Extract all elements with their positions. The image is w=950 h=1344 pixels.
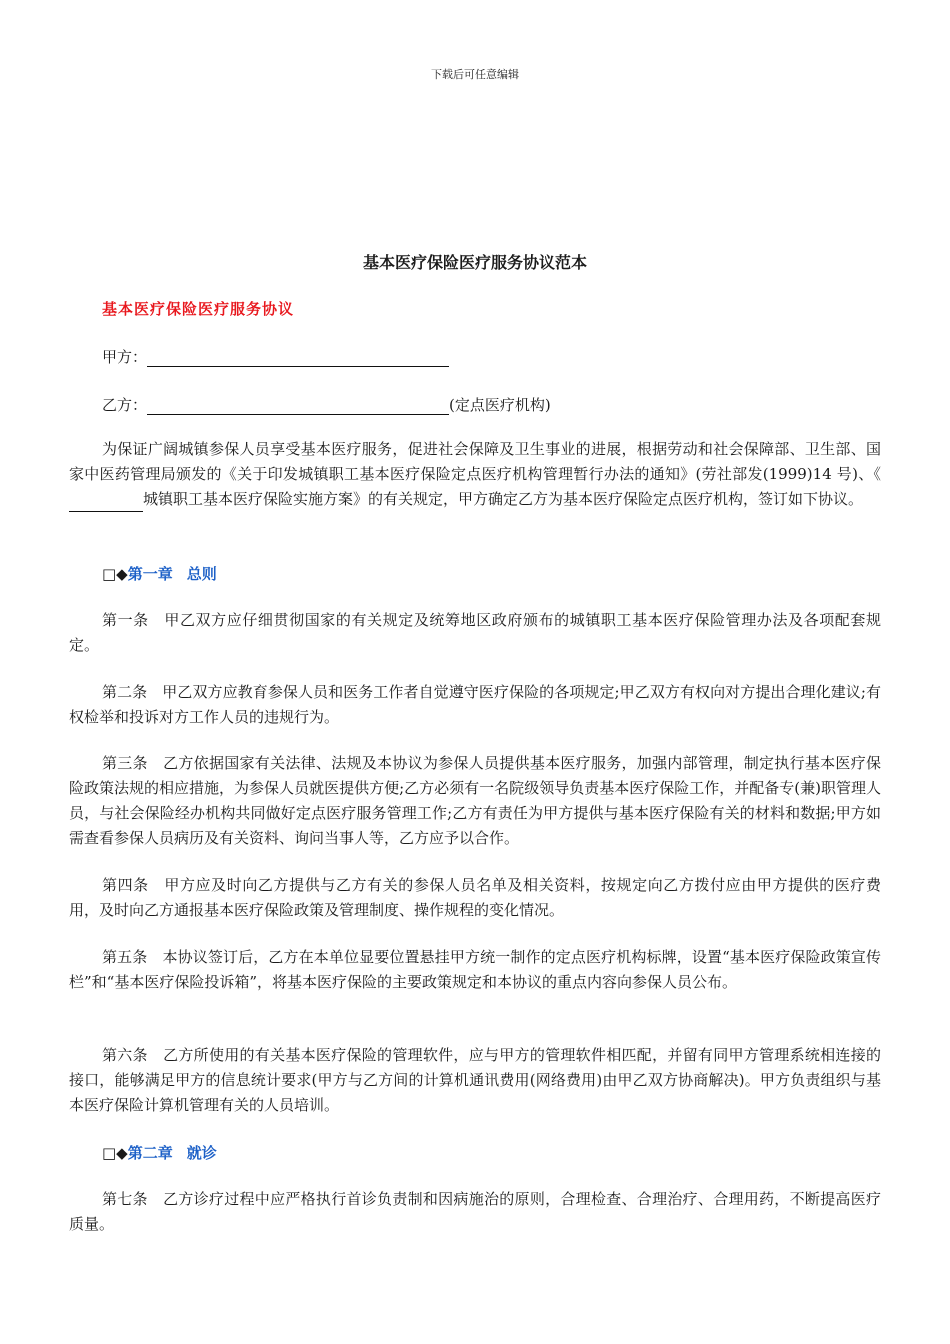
chapter-2-heading bbox=[102, 1142, 217, 1163]
article-3: 第三条 乙方依据国家有关法律、法规及本协议为参保人员提供基本医疗服务，加强内部管理，制定执行基本医疗保险政策法规的相应措施，为参保人员就医提供方便;乙方必须有一名院级领导负责基本医疗保险工作，并配备专(兼)职管理人员，与社会保险经办机构共同做好定点医疗服务管理工作;乙方有责任为甲方提供与基本医疗保险有关的材料和数据;甲方如需查看参保人员病历及有关资料、询问当事人等，乙方应予以合作。 bbox=[69, 754, 881, 847]
party-b-label: 乙方： bbox=[102, 396, 148, 414]
chapter-1-marker: □◆ bbox=[102, 565, 128, 583]
page-header: 下载后可任意编辑 bbox=[431, 68, 519, 81]
chapter-1-number: 第一章 bbox=[127, 565, 173, 583]
chapter-2-marker: □◆ bbox=[102, 1144, 128, 1162]
party-a-blank bbox=[147, 351, 449, 367]
agreement-subtitle: 基本医疗保险医疗服务协议 bbox=[102, 300, 295, 318]
chapter-1-name: 总则 bbox=[186, 565, 217, 583]
document-title: 基本医疗保险医疗服务协议范本 bbox=[362, 253, 587, 272]
article-1: 第一条 甲乙双方应仔细贯彻国家的有关规定及统筹地区政府颁布的城镇职工基本医疗保险管理办法及各项配套规定。 bbox=[69, 611, 881, 654]
party-b-blank bbox=[147, 399, 449, 415]
party-a-row bbox=[102, 346, 449, 367]
article-4: 第四条 甲方应及时向乙方提供与乙方有关的参保人员名单及相关资料，按规定向乙方拨付应由甲方提供的医疗费用，及时向乙方通报基本医疗保险政策及管理制度、操作规程的变化情况。 bbox=[69, 876, 881, 919]
intro-paragraph bbox=[69, 437, 881, 512]
article-7: 第七条 乙方诊疗过程中应严格执行首诊负责制和因病施治的原则，合理检查、合理治疗、合理用药，不断提高医疗质量。 bbox=[69, 1190, 881, 1233]
party-b-row bbox=[102, 394, 551, 415]
party-a-label: 甲方： bbox=[102, 348, 148, 366]
article-2: 第二条 甲乙双方应教育参保人员和医务工作者自觉遵守医疗保险的各项规定;甲乙双方有权向对方提出合理化建议;有权检举和投诉对方工作人员的违规行为。 bbox=[69, 683, 881, 726]
chapter-2-name: 就诊 bbox=[186, 1144, 217, 1162]
party-b-suffix: (定点医疗机构) bbox=[449, 396, 551, 414]
chapter-2-number: 第二章 bbox=[127, 1144, 173, 1162]
intro-part1: 为保证广阔城镇参保人员享受基本医疗服务，促进社会保障及卫生事业的进展，根据劳动和社会保障部、卫生部、国家中医药管理局颁发的《关于印发城镇职工基本医疗保险定点医疗机构管理暂行办法的通知》(劳社部发(1999)14 号)、《 bbox=[69, 440, 881, 483]
article-6: 第六条 乙方所使用的有关基本医疗保险的管理软件，应与甲方的管理软件相匹配，并留有同甲方管理系统相连接的接口，能够满足甲方的信息统计要求(甲方与乙方间的计算机通讯费用(网络费用)由甲乙双方协商解决)。甲方负责组织与基本医疗保险计算机管理有关的人员培训。 bbox=[69, 1046, 881, 1114]
intro-blank bbox=[69, 496, 143, 512]
chapter-1-heading bbox=[102, 563, 217, 584]
article-5: 第五条 本协议签订后，乙方在本单位显要位置悬挂甲方统一制作的定点医疗机构标牌，设置“基本医疗保险政策宣传栏”和“基本医疗保险投诉箱”，将基本医疗保险的主要政策规定和本协议的重点内容向参保人员公布。 bbox=[69, 948, 881, 991]
intro-part2: 城镇职工基本医疗保险实施方案》的有关规定，甲方确定乙方为基本医疗保险定点医疗机构，签订如下协议。 bbox=[143, 490, 864, 508]
